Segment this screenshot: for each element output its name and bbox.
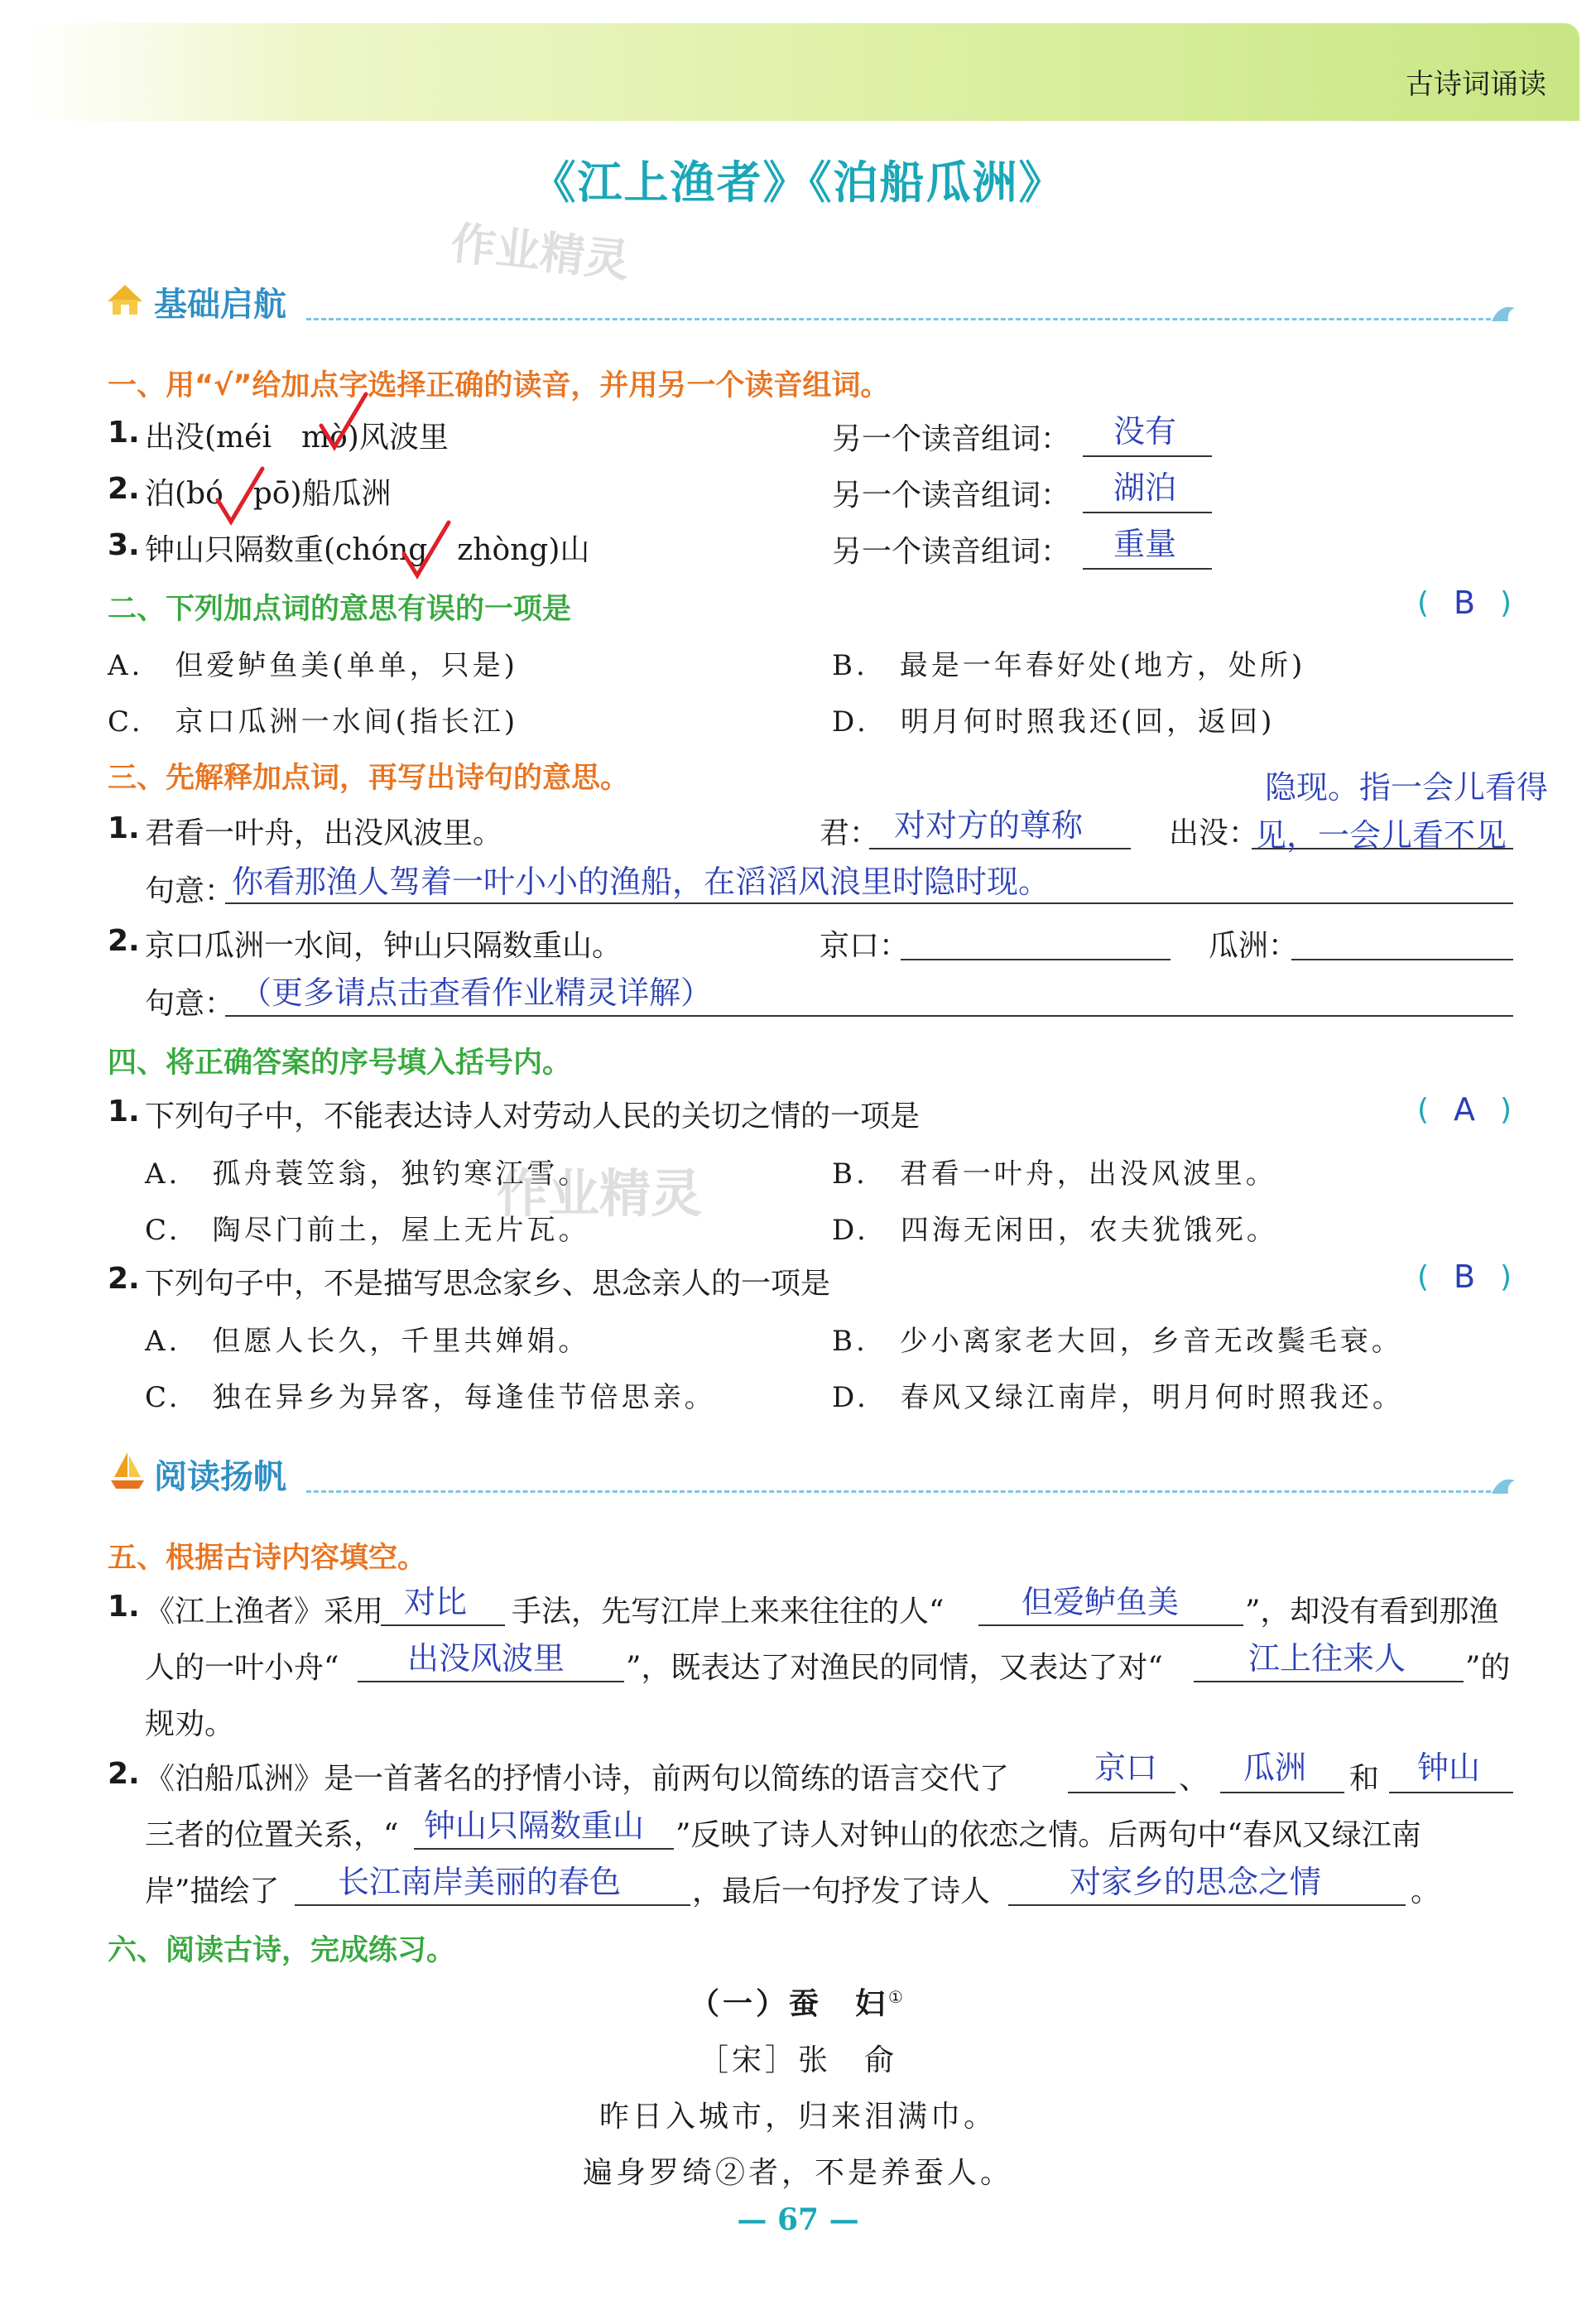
- q4-heading: 四、将正确答案的序号填入括号内。: [108, 1047, 572, 1080]
- q5-item1-answer4: 江上往来人: [1248, 1640, 1406, 1677]
- answer-line: [1194, 1681, 1464, 1682]
- q3-jingkou-label: 京口：: [820, 929, 910, 963]
- watermark: 作业精灵: [448, 216, 632, 288]
- q3-heading: 三、先解释加点词，再写出诗句的意思。: [108, 762, 630, 795]
- q4-item2-answer: B: [1454, 1258, 1476, 1295]
- answer-line: [381, 1624, 505, 1626]
- q1-heading: 一、用“√”给加点字选择正确的读音，并用另一个读音组词。: [108, 369, 890, 402]
- q2-option-c: C. 京口瓜洲一水间(指长江): [108, 705, 519, 739]
- q1-item2-prompt: 另一个读音组词：: [832, 479, 1071, 513]
- q4-item2-paren-left: (: [1417, 1260, 1430, 1294]
- poem-title: [0, 1980, 1596, 2023]
- q5-heading: 五、根据古诗内容填空。: [108, 1542, 427, 1575]
- poem-author: ［宋］张 俞: [698, 2043, 897, 2077]
- watermark: 作业精灵: [497, 1163, 703, 1224]
- q2-paren-right: ): [1500, 586, 1512, 620]
- q4-item2-option-c: C. 独在异乡为异客，每逢佳节倍思亲。: [145, 1381, 716, 1414]
- q4-item1-option-a: A. 孤舟蓑笠翁，独钓寒江雪。: [145, 1157, 590, 1191]
- q3-item2-meaning-label: 句意：: [145, 987, 235, 1021]
- q5-item2-answer2: 瓜洲: [1243, 1749, 1307, 1786]
- q5-item2-text: ”反映了诗人对钟山的依恋之情。后两句中“春风又绿江南: [675, 1818, 1421, 1852]
- q3-chumo-answer-line1: 隐现。指一会儿看得: [1265, 769, 1549, 806]
- section-title-basics: 基础启航: [154, 286, 286, 324]
- q5-item2-answer3: 钟山: [1417, 1749, 1481, 1786]
- wave-icon: [1490, 300, 1518, 325]
- answer-line: [1389, 1792, 1513, 1793]
- house-icon: [106, 282, 144, 318]
- q5-item1-text: ”，既表达了对渔民的同情，又表达了对“: [626, 1651, 1163, 1685]
- q5-item1-text: 手法，先写江岸上来来往往的人“: [512, 1595, 945, 1629]
- page-title: 《江上渔者》《泊船瓜洲》: [531, 156, 1065, 209]
- q1-item3-num: 3.: [108, 528, 140, 562]
- q1-item1-num: 1.: [108, 416, 140, 450]
- q5-item1-text: 人的一叶小舟“: [145, 1651, 339, 1685]
- q2-option-d: D. 明月何时照我还(回，返回): [832, 705, 1276, 739]
- check-mark-icon: [315, 389, 373, 455]
- q3-item2-num: 2.: [108, 924, 140, 958]
- q4-item1-num: 1.: [108, 1095, 140, 1129]
- q4-item2-num: 2.: [108, 1262, 140, 1296]
- q5-item2-text: 岸”描绘了: [145, 1874, 280, 1908]
- answer-line: [414, 1848, 674, 1850]
- q1-item3-prompt: 另一个读音组词：: [832, 535, 1071, 569]
- answer-line: [869, 848, 1131, 849]
- q5-item2-text: 、: [1179, 1762, 1209, 1796]
- q6-heading: 六、阅读古诗，完成练习。: [108, 1934, 456, 1967]
- q4-item2-option-b: B. 少小离家老大回，乡音无改鬓毛衰。: [832, 1325, 1403, 1358]
- q5-item1-num: 1.: [108, 1590, 140, 1624]
- q5-item1-answer2: 但爱鲈鱼美: [1022, 1584, 1180, 1620]
- q4-item1-option-d: D. 四海无闲田，农夫犹饿死。: [832, 1214, 1278, 1247]
- answer-line: [225, 1015, 1513, 1017]
- q3-chumo-label: 出没：: [1169, 816, 1259, 850]
- q3-guazhou-label: 瓜洲：: [1209, 929, 1299, 963]
- answer-line: [358, 1681, 624, 1682]
- page-number: — 67 —: [737, 2202, 859, 2237]
- q3-item2-text: 京口瓜洲一水间，钟山只隔数重山。: [145, 929, 623, 963]
- q1-item3-text: 钟山只隔数重(chóng zhòng)山: [145, 533, 590, 567]
- q5-item2-text: 三者的位置关系，“: [145, 1818, 399, 1852]
- answer-line: [1220, 1792, 1344, 1793]
- q5-item2-num: 2.: [108, 1757, 140, 1791]
- check-mark-icon: [211, 464, 269, 530]
- q4-item1-answer: A: [1454, 1091, 1475, 1128]
- q4-item1-text: 下列句子中，不能表达诗人对劳动人民的关切之情的一项是: [145, 1100, 921, 1133]
- q2-paren-left: (: [1417, 586, 1430, 620]
- q1-item3-answer: 重量: [1113, 526, 1177, 562]
- divider: [306, 1490, 1498, 1493]
- q4-item1-option-c: C. 陶尽门前土，屋上无片瓦。: [145, 1214, 590, 1247]
- answer-line: [978, 1624, 1243, 1626]
- poem-footnote-mark: ①: [888, 1987, 906, 2007]
- q5-item2-answer4: 钟山只隔数重山: [424, 1807, 645, 1844]
- q3-item1-meaning-label: 句意：: [145, 874, 235, 908]
- q3-item1-num: 1.: [108, 811, 140, 845]
- poem-line-1: 昨日入城市，归来泪满巾。: [598, 2100, 997, 2134]
- q2-option-b: B. 最是一年春好处(地方，处所): [832, 649, 1306, 682]
- check-mark-icon: [397, 517, 455, 584]
- q1-item2-text: 泊(bó pō)船瓜洲: [145, 477, 392, 511]
- q5-item1-text: 规劝。: [145, 1707, 235, 1741]
- poem-line-2: 遍身罗绮②者，不是养蚕人。: [582, 2156, 1013, 2190]
- q5-item1-text: 《江上渔者》采用: [145, 1595, 384, 1629]
- q3-item1-text: 君看一叶舟，出没风波里。: [145, 816, 503, 850]
- divider: [306, 318, 1498, 320]
- header-band: [23, 23, 1579, 121]
- q5-item2-text: ，最后一句抒发了诗人: [692, 1874, 991, 1908]
- q5-item2-text: 和: [1349, 1762, 1380, 1796]
- q1-item1-prompt: 另一个读音组词：: [832, 422, 1071, 456]
- answer-line: [1083, 568, 1212, 570]
- poem-title-text: （一）蚕 妇: [690, 1987, 889, 2021]
- section-title-reading: 阅读扬帆: [154, 1458, 286, 1496]
- q3-jun-answer: 对对方的尊称: [894, 807, 1084, 844]
- q4-item2-option-d: D. 春风又绿江南岸，明月何时照我还。: [832, 1381, 1404, 1414]
- answer-line: [1083, 455, 1212, 457]
- q5-item2-answer5: 长江南岸美丽的春色: [338, 1864, 622, 1900]
- q1-item2-answer: 湖泊: [1113, 469, 1177, 506]
- q5-item2-text: 《泊船瓜洲》是一首著名的抒情小诗，前两句以简练的语言交代了: [145, 1762, 1010, 1796]
- sailboat-icon: [109, 1451, 146, 1490]
- q4-item2-option-a: A. 但愿人长久，千里共婵娟。: [145, 1325, 590, 1358]
- answer-line: [225, 902, 1513, 904]
- q4-item2-paren-right: ): [1500, 1260, 1512, 1294]
- q4-item1-option-b: B. 君看一叶舟，出没风波里。: [832, 1157, 1277, 1191]
- q5-item2-answer1: 京口: [1094, 1749, 1158, 1786]
- q5-item2-answer6: 对家乡的思念之情: [1070, 1864, 1322, 1900]
- q4-item1-paren-right: ): [1500, 1093, 1512, 1127]
- q1-item2-num: 2.: [108, 472, 140, 506]
- q3-chumo-answer-line2: 见，一会儿看不见: [1255, 817, 1507, 854]
- answer-line: [1083, 512, 1212, 513]
- q3-item1-meaning-answer: 你看那渔人驾着一叶小小的渔船，在滔滔风浪里时隐时现。: [232, 864, 1050, 900]
- answer-line: [295, 1904, 690, 1906]
- q4-item1-paren-left: (: [1417, 1093, 1430, 1127]
- q5-item1-text: ”，却没有看到那渔: [1245, 1595, 1499, 1629]
- wave-icon: [1490, 1472, 1518, 1497]
- answer-line: [901, 959, 1171, 960]
- answer-line: [1068, 1792, 1175, 1793]
- q1-item1-text: 出没(méi mò)风波里: [145, 421, 449, 455]
- header-tag: 古诗词诵读: [1406, 68, 1546, 101]
- q1-item1-answer: 没有: [1113, 413, 1177, 450]
- answer-line: [1008, 1904, 1406, 1906]
- q4-item2-text: 下列句子中，不是描写思念家乡、思念亲人的一项是: [145, 1267, 831, 1301]
- answer-line: [1291, 959, 1513, 960]
- q5-item2-text: 。: [1411, 1874, 1441, 1908]
- q5-item1-text: ”的: [1465, 1651, 1511, 1685]
- q3-jun-label: 君：: [820, 816, 880, 850]
- q2-option-a: A. 但爱鲈鱼美(单单，只是): [108, 649, 518, 682]
- q3-item2-meaning-answer: （更多请点击查看作业精灵详解）: [240, 975, 713, 1011]
- q5-item1-answer3: 出没风波里: [407, 1640, 565, 1677]
- q2-answer: B: [1454, 585, 1476, 621]
- q2-heading: 二、下列加点词的意思有误的一项是: [108, 593, 572, 626]
- q5-item1-answer1: 对比: [404, 1584, 468, 1620]
